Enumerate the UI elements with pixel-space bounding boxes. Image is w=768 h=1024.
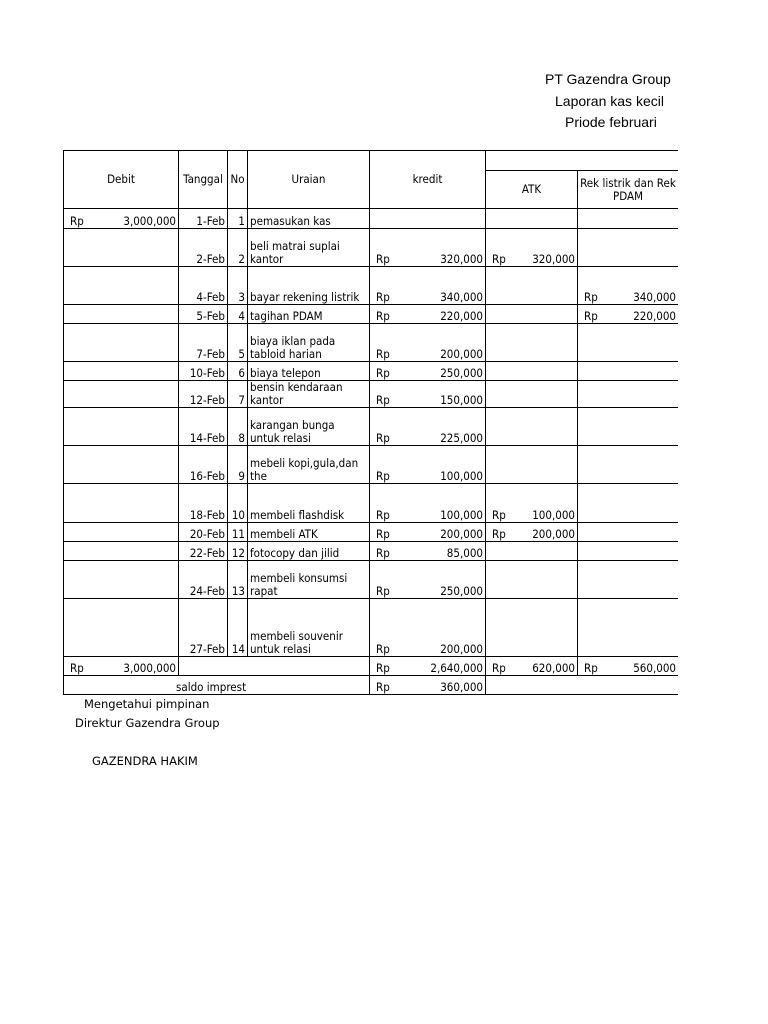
total-rek bbox=[578, 657, 679, 676]
atk-cell bbox=[486, 324, 578, 362]
date-cell: 12-Feb bbox=[179, 381, 228, 408]
table-row bbox=[64, 362, 679, 381]
table-row bbox=[64, 523, 679, 542]
currency-label: Rp bbox=[376, 527, 390, 541]
table-row bbox=[64, 484, 679, 523]
currency-label: Rp bbox=[70, 661, 84, 675]
atk-cell bbox=[486, 523, 578, 542]
date-cell: 5-Feb bbox=[179, 305, 228, 324]
report-period: Priode februari bbox=[565, 114, 657, 130]
debit-cell bbox=[64, 523, 179, 542]
total-kredit bbox=[370, 657, 486, 676]
currency-label: Rp bbox=[376, 642, 390, 656]
report-title: Laporan kas kecil bbox=[555, 93, 664, 109]
amount: 620,000 bbox=[532, 661, 575, 675]
debit-cell bbox=[64, 381, 179, 408]
kredit-cell bbox=[370, 561, 486, 599]
kredit-cell bbox=[370, 523, 486, 542]
saldo-row bbox=[64, 676, 679, 695]
kredit-cell bbox=[370, 381, 486, 408]
amount: 3,000,000 bbox=[123, 661, 176, 675]
no-cell: 1 bbox=[228, 209, 248, 229]
rek-cell bbox=[578, 229, 679, 267]
kredit-cell bbox=[370, 408, 486, 446]
debit-cell bbox=[64, 542, 179, 561]
currency-label: Rp bbox=[584, 661, 598, 675]
no-cell: 3 bbox=[228, 267, 248, 305]
atk-cell bbox=[486, 362, 578, 381]
petty-cash-table-region bbox=[63, 150, 678, 695]
col-header-group bbox=[486, 151, 679, 171]
description-cell: biaya telepon bbox=[248, 362, 370, 381]
col-header-rek: Rek listrik dan Rek PDAM bbox=[578, 171, 679, 209]
date-cell: 20-Feb bbox=[179, 523, 228, 542]
description-cell: membeli ATK bbox=[248, 523, 370, 542]
description-cell: beli matrai suplai kantor bbox=[248, 229, 370, 267]
saldo-value bbox=[370, 676, 486, 695]
currency-label: Rp bbox=[584, 290, 598, 304]
currency-label: Rp bbox=[376, 546, 390, 560]
description-cell: membeli flashdisk bbox=[248, 484, 370, 523]
col-header-atk: ATK bbox=[486, 171, 578, 209]
amount: 3,000,000 bbox=[123, 214, 176, 228]
debit-cell bbox=[64, 599, 179, 657]
currency-label: Rp bbox=[376, 290, 390, 304]
rek-cell bbox=[578, 484, 679, 523]
kredit-cell bbox=[370, 209, 486, 229]
rek-cell bbox=[578, 305, 679, 324]
date-cell: 7-Feb bbox=[179, 324, 228, 362]
currency-label: Rp bbox=[376, 252, 390, 266]
no-cell: 12 bbox=[228, 542, 248, 561]
kredit-cell bbox=[370, 324, 486, 362]
amount: 100,000 bbox=[440, 469, 483, 483]
currency-label: Rp bbox=[376, 469, 390, 483]
company-name: PT Gazendra Group bbox=[545, 71, 671, 87]
debit-cell bbox=[64, 229, 179, 267]
kredit-cell bbox=[370, 446, 486, 484]
description-cell: karangan bunga untuk relasi bbox=[248, 408, 370, 446]
currency-label: Rp bbox=[376, 508, 390, 522]
debit-cell bbox=[64, 362, 179, 381]
description-cell: biaya iklan pada tabloid harian bbox=[248, 324, 370, 362]
no-cell: 6 bbox=[228, 362, 248, 381]
amount: 320,000 bbox=[440, 252, 483, 266]
currency-label: Rp bbox=[376, 347, 390, 361]
debit-cell bbox=[64, 446, 179, 484]
description-cell: fotocopy dan jilid bbox=[248, 542, 370, 561]
currency-label: Rp bbox=[492, 661, 506, 675]
table-row bbox=[64, 229, 679, 267]
table-row bbox=[64, 408, 679, 446]
description-cell: mebeli kopi,gula,dan the bbox=[248, 446, 370, 484]
amount: 200,000 bbox=[440, 642, 483, 656]
date-cell: 14-Feb bbox=[179, 408, 228, 446]
currency-label: Rp bbox=[492, 527, 506, 541]
col-header-no: No bbox=[228, 151, 248, 209]
table-row bbox=[64, 305, 679, 324]
kredit-cell bbox=[370, 305, 486, 324]
totals-row bbox=[64, 657, 679, 676]
no-cell: 11 bbox=[228, 523, 248, 542]
debit-cell bbox=[64, 484, 179, 523]
total-debit bbox=[64, 657, 179, 676]
saldo-label: saldo imprest bbox=[64, 676, 370, 695]
date-cell: 10-Feb bbox=[179, 362, 228, 381]
col-header-debit: Debit bbox=[64, 151, 179, 209]
currency-label: Rp bbox=[376, 584, 390, 598]
currency-label: Rp bbox=[70, 214, 84, 228]
rek-cell bbox=[578, 324, 679, 362]
amount: 250,000 bbox=[440, 366, 483, 380]
kredit-cell bbox=[370, 362, 486, 381]
amount: 100,000 bbox=[440, 508, 483, 522]
amount: 2,640,000 bbox=[430, 661, 483, 675]
date-cell: 22-Feb bbox=[179, 542, 228, 561]
debit-cell bbox=[64, 209, 179, 229]
rek-cell bbox=[578, 408, 679, 446]
atk-cell bbox=[486, 446, 578, 484]
atk-cell bbox=[486, 561, 578, 599]
table-row bbox=[64, 599, 679, 657]
date-cell: 4-Feb bbox=[179, 267, 228, 305]
currency-label: Rp bbox=[584, 309, 598, 323]
atk-cell bbox=[486, 209, 578, 229]
rek-cell bbox=[578, 209, 679, 229]
no-cell: 7 bbox=[228, 381, 248, 408]
currency-label: Rp bbox=[492, 508, 506, 522]
debit-cell bbox=[64, 561, 179, 599]
rek-cell bbox=[578, 267, 679, 305]
amount: 100,000 bbox=[532, 508, 575, 522]
no-cell: 14 bbox=[228, 599, 248, 657]
date-cell: 24-Feb bbox=[179, 561, 228, 599]
currency-label: Rp bbox=[376, 393, 390, 407]
amount: 200,000 bbox=[440, 347, 483, 361]
atk-cell bbox=[486, 229, 578, 267]
debit-cell bbox=[64, 267, 179, 305]
amount: 340,000 bbox=[440, 290, 483, 304]
col-header-tanggal: Tanggal bbox=[179, 151, 228, 209]
no-cell: 5 bbox=[228, 324, 248, 362]
kredit-cell bbox=[370, 542, 486, 561]
currency-label: Rp bbox=[376, 661, 390, 675]
atk-cell bbox=[486, 542, 578, 561]
atk-cell bbox=[486, 484, 578, 523]
rek-cell bbox=[578, 523, 679, 542]
currency-label: Rp bbox=[376, 309, 390, 323]
description-cell: membeli konsumsi rapat bbox=[248, 561, 370, 599]
table-row bbox=[64, 542, 679, 561]
no-cell: 8 bbox=[228, 408, 248, 446]
date-cell: 27-Feb bbox=[179, 599, 228, 657]
petty-cash-table bbox=[63, 150, 678, 695]
col-header-uraian: Uraian bbox=[248, 151, 370, 209]
debit-cell bbox=[64, 305, 179, 324]
amount: 360,000 bbox=[440, 680, 483, 694]
atk-cell bbox=[486, 408, 578, 446]
description-cell: membeli souvenir untuk relasi bbox=[248, 599, 370, 657]
currency-label: Rp bbox=[376, 431, 390, 445]
description-cell: tagihan PDAM bbox=[248, 305, 370, 324]
acknowledge-text: Mengetahui pimpinan bbox=[84, 697, 210, 711]
date-cell: 2-Feb bbox=[179, 229, 228, 267]
director-title: Direktur Gazendra Group bbox=[75, 716, 220, 730]
col-header-kredit: kredit bbox=[370, 151, 486, 209]
atk-cell bbox=[486, 305, 578, 324]
currency-label: Rp bbox=[376, 680, 390, 694]
kredit-cell bbox=[370, 267, 486, 305]
amount: 250,000 bbox=[440, 584, 483, 598]
amount: 225,000 bbox=[440, 431, 483, 445]
amount: 320,000 bbox=[532, 252, 575, 266]
rek-cell bbox=[578, 381, 679, 408]
amount: 220,000 bbox=[633, 309, 676, 323]
rek-cell bbox=[578, 599, 679, 657]
saldo-spacer bbox=[486, 676, 679, 695]
table-row bbox=[64, 446, 679, 484]
description-cell: bensin kendaraan kantor bbox=[248, 381, 370, 408]
kredit-cell bbox=[370, 229, 486, 267]
date-cell: 18-Feb bbox=[179, 484, 228, 523]
currency-label: Rp bbox=[376, 366, 390, 380]
kredit-cell bbox=[370, 484, 486, 523]
description-cell: pemasukan kas bbox=[248, 209, 370, 229]
no-cell: 13 bbox=[228, 561, 248, 599]
table-row bbox=[64, 209, 679, 229]
table-row bbox=[64, 381, 679, 408]
currency-label: Rp bbox=[492, 252, 506, 266]
date-cell: 16-Feb bbox=[179, 446, 228, 484]
debit-cell bbox=[64, 324, 179, 362]
amount: 85,000 bbox=[446, 546, 483, 560]
table-row bbox=[64, 324, 679, 362]
atk-cell bbox=[486, 599, 578, 657]
totals-spacer bbox=[179, 657, 370, 676]
no-cell: 4 bbox=[228, 305, 248, 324]
kredit-cell bbox=[370, 599, 486, 657]
atk-cell bbox=[486, 381, 578, 408]
total-atk bbox=[486, 657, 578, 676]
amount: 340,000 bbox=[633, 290, 676, 304]
table-row bbox=[64, 561, 679, 599]
date-cell: 1-Feb bbox=[179, 209, 228, 229]
no-cell: 2 bbox=[228, 229, 248, 267]
no-cell: 10 bbox=[228, 484, 248, 523]
director-name: GAZENDRA HAKIM bbox=[92, 754, 198, 768]
table-row bbox=[64, 267, 679, 305]
rek-cell bbox=[578, 561, 679, 599]
description-cell: bayar rekening listrik bbox=[248, 267, 370, 305]
amount: 200,000 bbox=[440, 527, 483, 541]
atk-cell bbox=[486, 267, 578, 305]
amount: 220,000 bbox=[440, 309, 483, 323]
amount: 560,000 bbox=[633, 661, 676, 675]
rek-cell bbox=[578, 362, 679, 381]
amount: 150,000 bbox=[440, 393, 483, 407]
rek-cell bbox=[578, 542, 679, 561]
no-cell: 9 bbox=[228, 446, 248, 484]
amount: 200,000 bbox=[532, 527, 575, 541]
debit-cell bbox=[64, 408, 179, 446]
rek-cell bbox=[578, 446, 679, 484]
